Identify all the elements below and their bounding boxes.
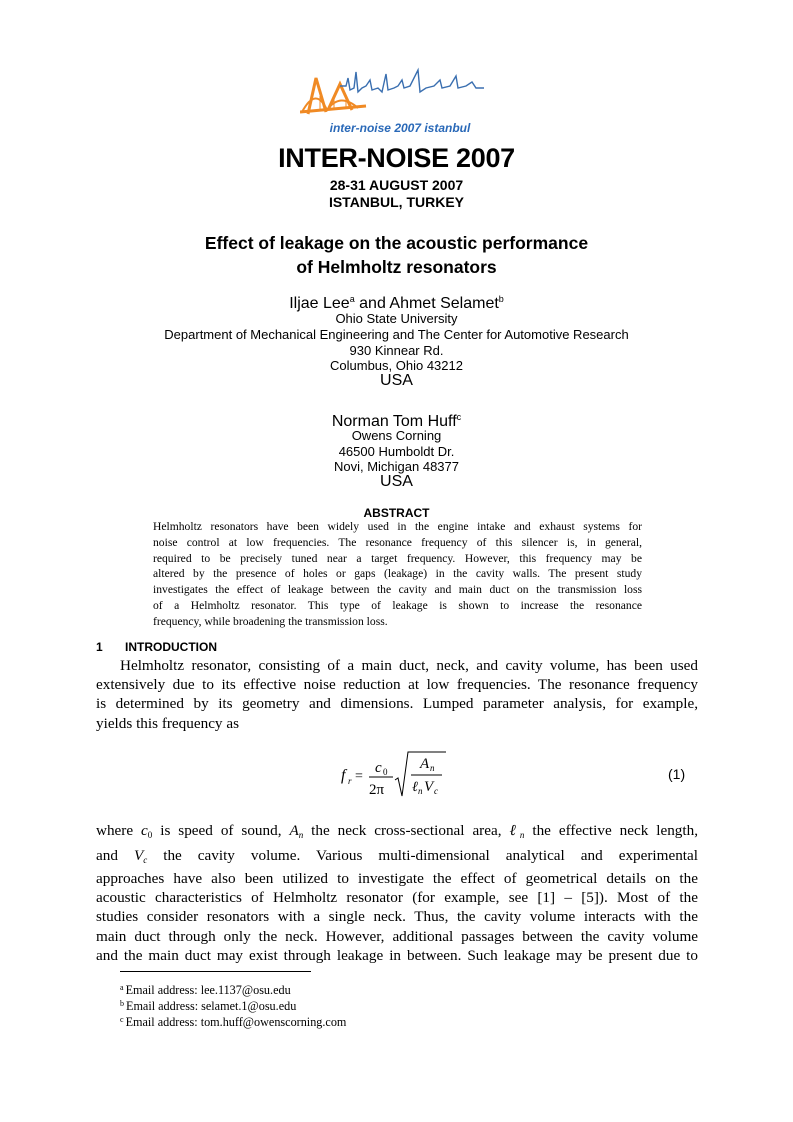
symbol-Vc: V bbox=[133, 847, 144, 864]
abstract-line: noise control at low frequencies. The resonance frequency of this silencer is, in general, bbox=[153, 535, 642, 549]
body-line: and the main duct may exist through leakage in between. Such leakage may be present due to bbox=[96, 946, 698, 964]
symbol-An: A bbox=[289, 822, 299, 839]
footnote-text: Email address: lee.1137@osu.edu bbox=[125, 983, 291, 997]
eq-num-sub: 0 bbox=[383, 767, 388, 777]
author-name-huff: Norman Tom Huff bbox=[331, 413, 457, 430]
body-line: extensively due to its effective noise reduction at low frequencies. The resonance frequency bbox=[96, 676, 698, 694]
eq-equals: = bbox=[355, 769, 363, 784]
body-text-span: the effective neck length, bbox=[524, 822, 698, 839]
footnote-divider bbox=[120, 971, 311, 972]
symbol-c0-sub: 0 bbox=[147, 830, 153, 840]
affiliation-university: Ohio State University bbox=[335, 311, 458, 326]
eq-rad-den2: V bbox=[424, 779, 434, 795]
body-line: acoustic characteristics of Helmholtz resonator (for example, see [1] – [5]). Most of the bbox=[96, 889, 698, 907]
footnote-mark: c bbox=[120, 1015, 124, 1024]
affiliation-city: Columbus, Ohio 43212 bbox=[330, 358, 463, 373]
eq-rad-num: A bbox=[420, 756, 430, 772]
symbol-ln: ℓ bbox=[509, 822, 520, 839]
body-line: Helmholtz resonator, consisting of a main duct, neck, and cavity volume, has been used bbox=[120, 657, 698, 674]
abstract-line: investigates the effect of leakage between the cavity and main duct on the transmission loss bbox=[153, 583, 642, 597]
eq-rad-den2-sub: c bbox=[434, 786, 438, 796]
conference-location: ISTANBUL, TURKEY bbox=[328, 194, 465, 210]
affiliation2-country: USA bbox=[380, 473, 413, 490]
paper-title-line-1: Effect of leakage on the acoustic performance bbox=[204, 233, 589, 253]
bridge-icon bbox=[300, 78, 366, 114]
affiliation-country: USA bbox=[380, 372, 413, 389]
footnote-c bbox=[120, 1012, 346, 1030]
logo-caption: inter-noise 2007 istanbul bbox=[329, 121, 471, 135]
author-name-lee: Iljae Lee bbox=[289, 295, 350, 312]
body-line: approaches have also been utilized to investigate the effect of geometrical details on the bbox=[96, 870, 698, 887]
abstract-line: frequency, while broadening the transmission loss. bbox=[153, 614, 388, 628]
author-mark-b: b bbox=[498, 294, 504, 304]
body-text-span: is speed of sound, bbox=[152, 822, 290, 839]
body-line: studies consider resonators with a single neck. Thus, the cavity volume interacts with the bbox=[96, 908, 698, 926]
eq-num: c bbox=[375, 760, 382, 776]
abstract-line: required to be precisely tuned near a target frequency. However, this frequency may be bbox=[153, 551, 642, 565]
sound-wave-icon bbox=[340, 70, 484, 92]
where-line-2 bbox=[96, 846, 698, 870]
body-text-span: where bbox=[96, 822, 142, 839]
where-line-1 bbox=[96, 821, 698, 845]
author-names bbox=[0, 291, 793, 312]
footnote-text: Email address: selamet.1@osu.edu bbox=[126, 999, 297, 1013]
affiliation2-street: 46500 Humboldt Dr. bbox=[338, 444, 455, 459]
abstract-line: of a Helmholtz resonator. This type of leakage is shown to increase the resonance bbox=[153, 598, 642, 612]
author-mark-a: a bbox=[349, 294, 355, 304]
eq-lhs-sub: r bbox=[348, 776, 352, 786]
symbol-c0: c bbox=[141, 822, 148, 839]
body-line: is determined by its geometry and dimensions. Lumped parameter analysis, for example, bbox=[96, 695, 698, 713]
eq-lhs: f bbox=[341, 767, 346, 784]
body-text-span: the cavity volume. Various multi-dimensional analytical and experimental bbox=[147, 847, 698, 864]
conference-dates: 28-31 AUGUST 2007 bbox=[329, 177, 464, 193]
symbol-ln-sub: n bbox=[519, 830, 525, 840]
affiliation2-city: Novi, Michigan 48377 bbox=[333, 459, 460, 474]
eq-rad-num-sub: n bbox=[430, 763, 435, 773]
abstract-heading: ABSTRACT bbox=[363, 506, 430, 520]
paper-title-line-2: of Helmholtz resonators bbox=[296, 257, 497, 277]
symbol-An-sub: n bbox=[298, 830, 304, 840]
conference-logo bbox=[300, 66, 500, 138]
affiliation-department: Department of Mechanical Engineering and The Center for Automotive Research bbox=[164, 327, 629, 342]
body-line: yields this frequency as bbox=[96, 714, 239, 732]
footnote-mark: a bbox=[120, 983, 124, 992]
eq-rad-den1: ℓ bbox=[412, 780, 418, 795]
equation-number: (1) bbox=[668, 766, 686, 782]
body-text-span: the neck cross-sectional area, bbox=[303, 822, 510, 839]
affiliation-street: 930 Kinnear Rd. bbox=[349, 343, 444, 358]
abstract-line: altered by the presence of holes or gaps (leakage) in the cavity walls. The present study bbox=[153, 567, 642, 581]
body-line: main duct through only the neck. However, additional passages between the cavity volume bbox=[96, 927, 698, 945]
section-number: 1 bbox=[96, 640, 103, 654]
author-mark-c: c bbox=[456, 412, 462, 422]
eq-rad-den1-sub: n bbox=[418, 786, 423, 796]
intro-paragraph-1 bbox=[96, 656, 698, 733]
author-name-selamet: and Ahmet Selamet bbox=[354, 295, 499, 312]
symbol-Vc-sub: c bbox=[143, 855, 148, 865]
body-text-span: and bbox=[96, 847, 134, 864]
footnote-mark: b bbox=[120, 999, 124, 1008]
abstract-body bbox=[153, 519, 642, 630]
section-heading-introduction bbox=[96, 640, 217, 654]
footnote-text: Email address: tom.huff@owenscorning.com bbox=[125, 1015, 347, 1029]
conference-title: INTER-NOISE 2007 bbox=[278, 143, 515, 173]
affiliation2-company: Owens Corning bbox=[351, 428, 442, 443]
equation-resonance-frequency bbox=[338, 748, 448, 806]
intro-paragraph-2 bbox=[96, 869, 698, 965]
eq-den: 2π bbox=[369, 782, 385, 798]
section-title: INTRODUCTION bbox=[125, 640, 217, 654]
abstract-line: Helmholtz resonators have been widely used in the engine intake and exhaust systems for bbox=[153, 520, 642, 533]
